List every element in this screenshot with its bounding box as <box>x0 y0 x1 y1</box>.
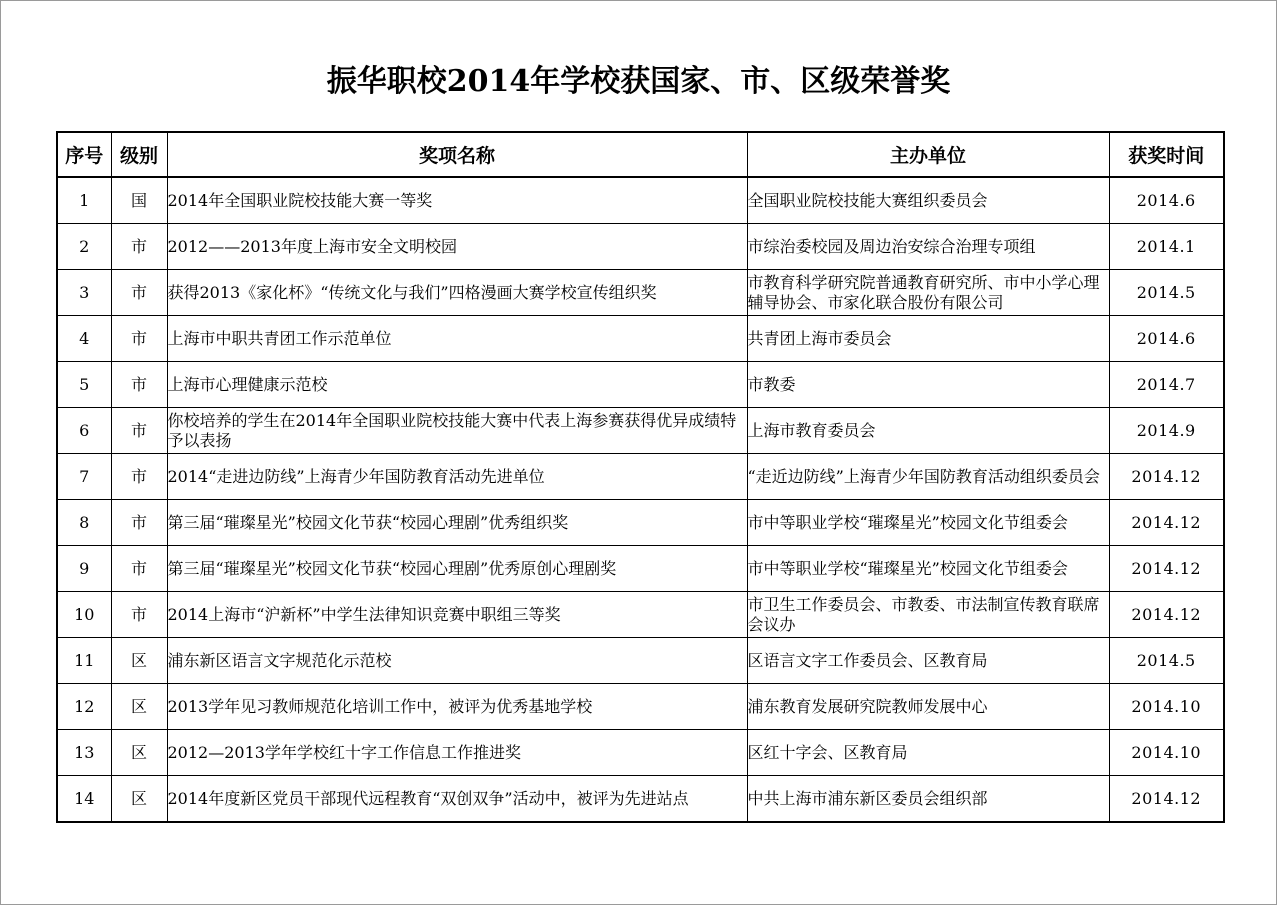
table-row <box>57 546 1224 592</box>
cell-award-name: 第三届“璀璨星光”校园文化节获“校园心理剧”优秀组织奖 <box>167 500 747 546</box>
cell-level: 国 <box>111 177 167 224</box>
cell-level: 市 <box>111 592 167 638</box>
cell-level: 市 <box>111 500 167 546</box>
cell-award-date: 2014.5 <box>1109 270 1224 316</box>
table-row <box>57 638 1224 684</box>
awards-table <box>56 131 1225 823</box>
cell-award-name: 上海市心理健康示范校 <box>167 362 747 408</box>
table-row <box>57 270 1224 316</box>
cell-level: 市 <box>111 224 167 270</box>
cell-organizer: 中共上海市浦东新区委员会组织部 <box>747 776 1109 823</box>
table-row <box>57 684 1224 730</box>
cell-award-date: 2014.10 <box>1109 684 1224 730</box>
cell-award-date: 2014.12 <box>1109 776 1224 823</box>
cell-organizer: 上海市教育委员会 <box>747 408 1109 454</box>
column-header-level: 级别 <box>111 132 167 177</box>
page-title: 振华职校2014年学校获国家、市、区级荣誉奖 <box>326 64 951 99</box>
cell-organizer: 市中等职业学校“璀璨星光”校园文化节组委会 <box>747 546 1109 592</box>
cell-no: 6 <box>57 408 111 454</box>
cell-no: 10 <box>57 592 111 638</box>
cell-no: 9 <box>57 546 111 592</box>
cell-organizer: 区语言文字工作委员会、区教育局 <box>747 638 1109 684</box>
cell-award-name: 2012——2013年度上海市安全文明校园 <box>167 224 747 270</box>
cell-no: 5 <box>57 362 111 408</box>
cell-award-name: 第三届“璀璨星光”校园文化节获“校园心理剧”优秀原创心理剧奖 <box>167 546 747 592</box>
cell-award-date: 2014.12 <box>1109 500 1224 546</box>
cell-organizer: “走近边防线”上海青少年国防教育活动组织委员会 <box>747 454 1109 500</box>
column-header-name: 奖项名称 <box>167 132 747 177</box>
cell-level: 区 <box>111 730 167 776</box>
cell-no: 1 <box>57 177 111 224</box>
cell-organizer: 市中等职业学校“璀璨星光”校园文化节组委会 <box>747 500 1109 546</box>
cell-award-date: 2014.6 <box>1109 316 1224 362</box>
cell-award-date: 2014.10 <box>1109 730 1224 776</box>
cell-award-date: 2014.12 <box>1109 592 1224 638</box>
column-header-org: 主办单位 <box>747 132 1109 177</box>
cell-award-date: 2014.1 <box>1109 224 1224 270</box>
cell-no: 2 <box>57 224 111 270</box>
cell-organizer: 区红十字会、区教育局 <box>747 730 1109 776</box>
cell-award-date: 2014.7 <box>1109 362 1224 408</box>
cell-level: 市 <box>111 408 167 454</box>
table-row <box>57 177 1224 224</box>
cell-award-name: 2014年度新区党员干部现代远程教育“双创双争”活动中，被评为先进站点 <box>167 776 747 823</box>
cell-award-name: 2014上海市“沪新杯”中学生法律知识竞赛中职组三等奖 <box>167 592 747 638</box>
cell-organizer: 市综治委校园及周边治安综合治理专项组 <box>747 224 1109 270</box>
table-row <box>57 730 1224 776</box>
table-row <box>57 500 1224 546</box>
table-row <box>57 362 1224 408</box>
cell-no: 4 <box>57 316 111 362</box>
cell-award-name: 2013学年见习教师规范化培训工作中，被评为优秀基地学校 <box>167 684 747 730</box>
column-header-date: 获奖时间 <box>1109 132 1224 177</box>
cell-award-name: 你校培养的学生在2014年全国职业院校技能大赛中代表上海参赛获得优异成绩特予以表扬 <box>167 408 747 454</box>
cell-level: 市 <box>111 316 167 362</box>
table-header-row <box>57 132 1224 177</box>
table-row <box>57 224 1224 270</box>
cell-award-name: 浦东新区语言文字规范化示范校 <box>167 638 747 684</box>
cell-no: 13 <box>57 730 111 776</box>
cell-level: 市 <box>111 270 167 316</box>
table-row <box>57 316 1224 362</box>
cell-award-name: 2014“走进边防线”上海青少年国防教育活动先进单位 <box>167 454 747 500</box>
cell-award-name: 2012—2013学年学校红十字工作信息工作推进奖 <box>167 730 747 776</box>
cell-organizer: 市教育科学研究院普通教育研究所、市中小学心理辅导协会、市家化联合股份有限公司 <box>747 270 1109 316</box>
cell-award-date: 2014.12 <box>1109 454 1224 500</box>
cell-award-date: 2014.12 <box>1109 546 1224 592</box>
column-header-no: 序号 <box>57 132 111 177</box>
cell-organizer: 市教委 <box>747 362 1109 408</box>
cell-organizer: 共青团上海市委员会 <box>747 316 1109 362</box>
table-row <box>57 592 1224 638</box>
table-row <box>57 454 1224 500</box>
cell-no: 3 <box>57 270 111 316</box>
cell-no: 8 <box>57 500 111 546</box>
cell-level: 市 <box>111 454 167 500</box>
cell-award-name: 上海市中职共青团工作示范单位 <box>167 316 747 362</box>
cell-level: 市 <box>111 546 167 592</box>
cell-award-name: 获得2013《家化杯》“传统文化与我们”四格漫画大赛学校宣传组织奖 <box>167 270 747 316</box>
cell-level: 区 <box>111 638 167 684</box>
cell-level: 市 <box>111 362 167 408</box>
cell-no: 14 <box>57 776 111 823</box>
cell-no: 11 <box>57 638 111 684</box>
cell-level: 区 <box>111 776 167 823</box>
cell-award-date: 2014.9 <box>1109 408 1224 454</box>
cell-organizer: 全国职业院校技能大赛组织委员会 <box>747 177 1109 224</box>
table-row <box>57 776 1224 823</box>
cell-no: 7 <box>57 454 111 500</box>
cell-award-date: 2014.5 <box>1109 638 1224 684</box>
cell-level: 区 <box>111 684 167 730</box>
cell-award-date: 2014.6 <box>1109 177 1224 224</box>
cell-organizer: 市卫生工作委员会、市教委、市法制宣传教育联席会议办 <box>747 592 1109 638</box>
cell-organizer: 浦东教育发展研究院教师发展中心 <box>747 684 1109 730</box>
cell-no: 12 <box>57 684 111 730</box>
cell-award-name: 2014年全国职业院校技能大赛一等奖 <box>167 177 747 224</box>
table-row <box>57 408 1224 454</box>
